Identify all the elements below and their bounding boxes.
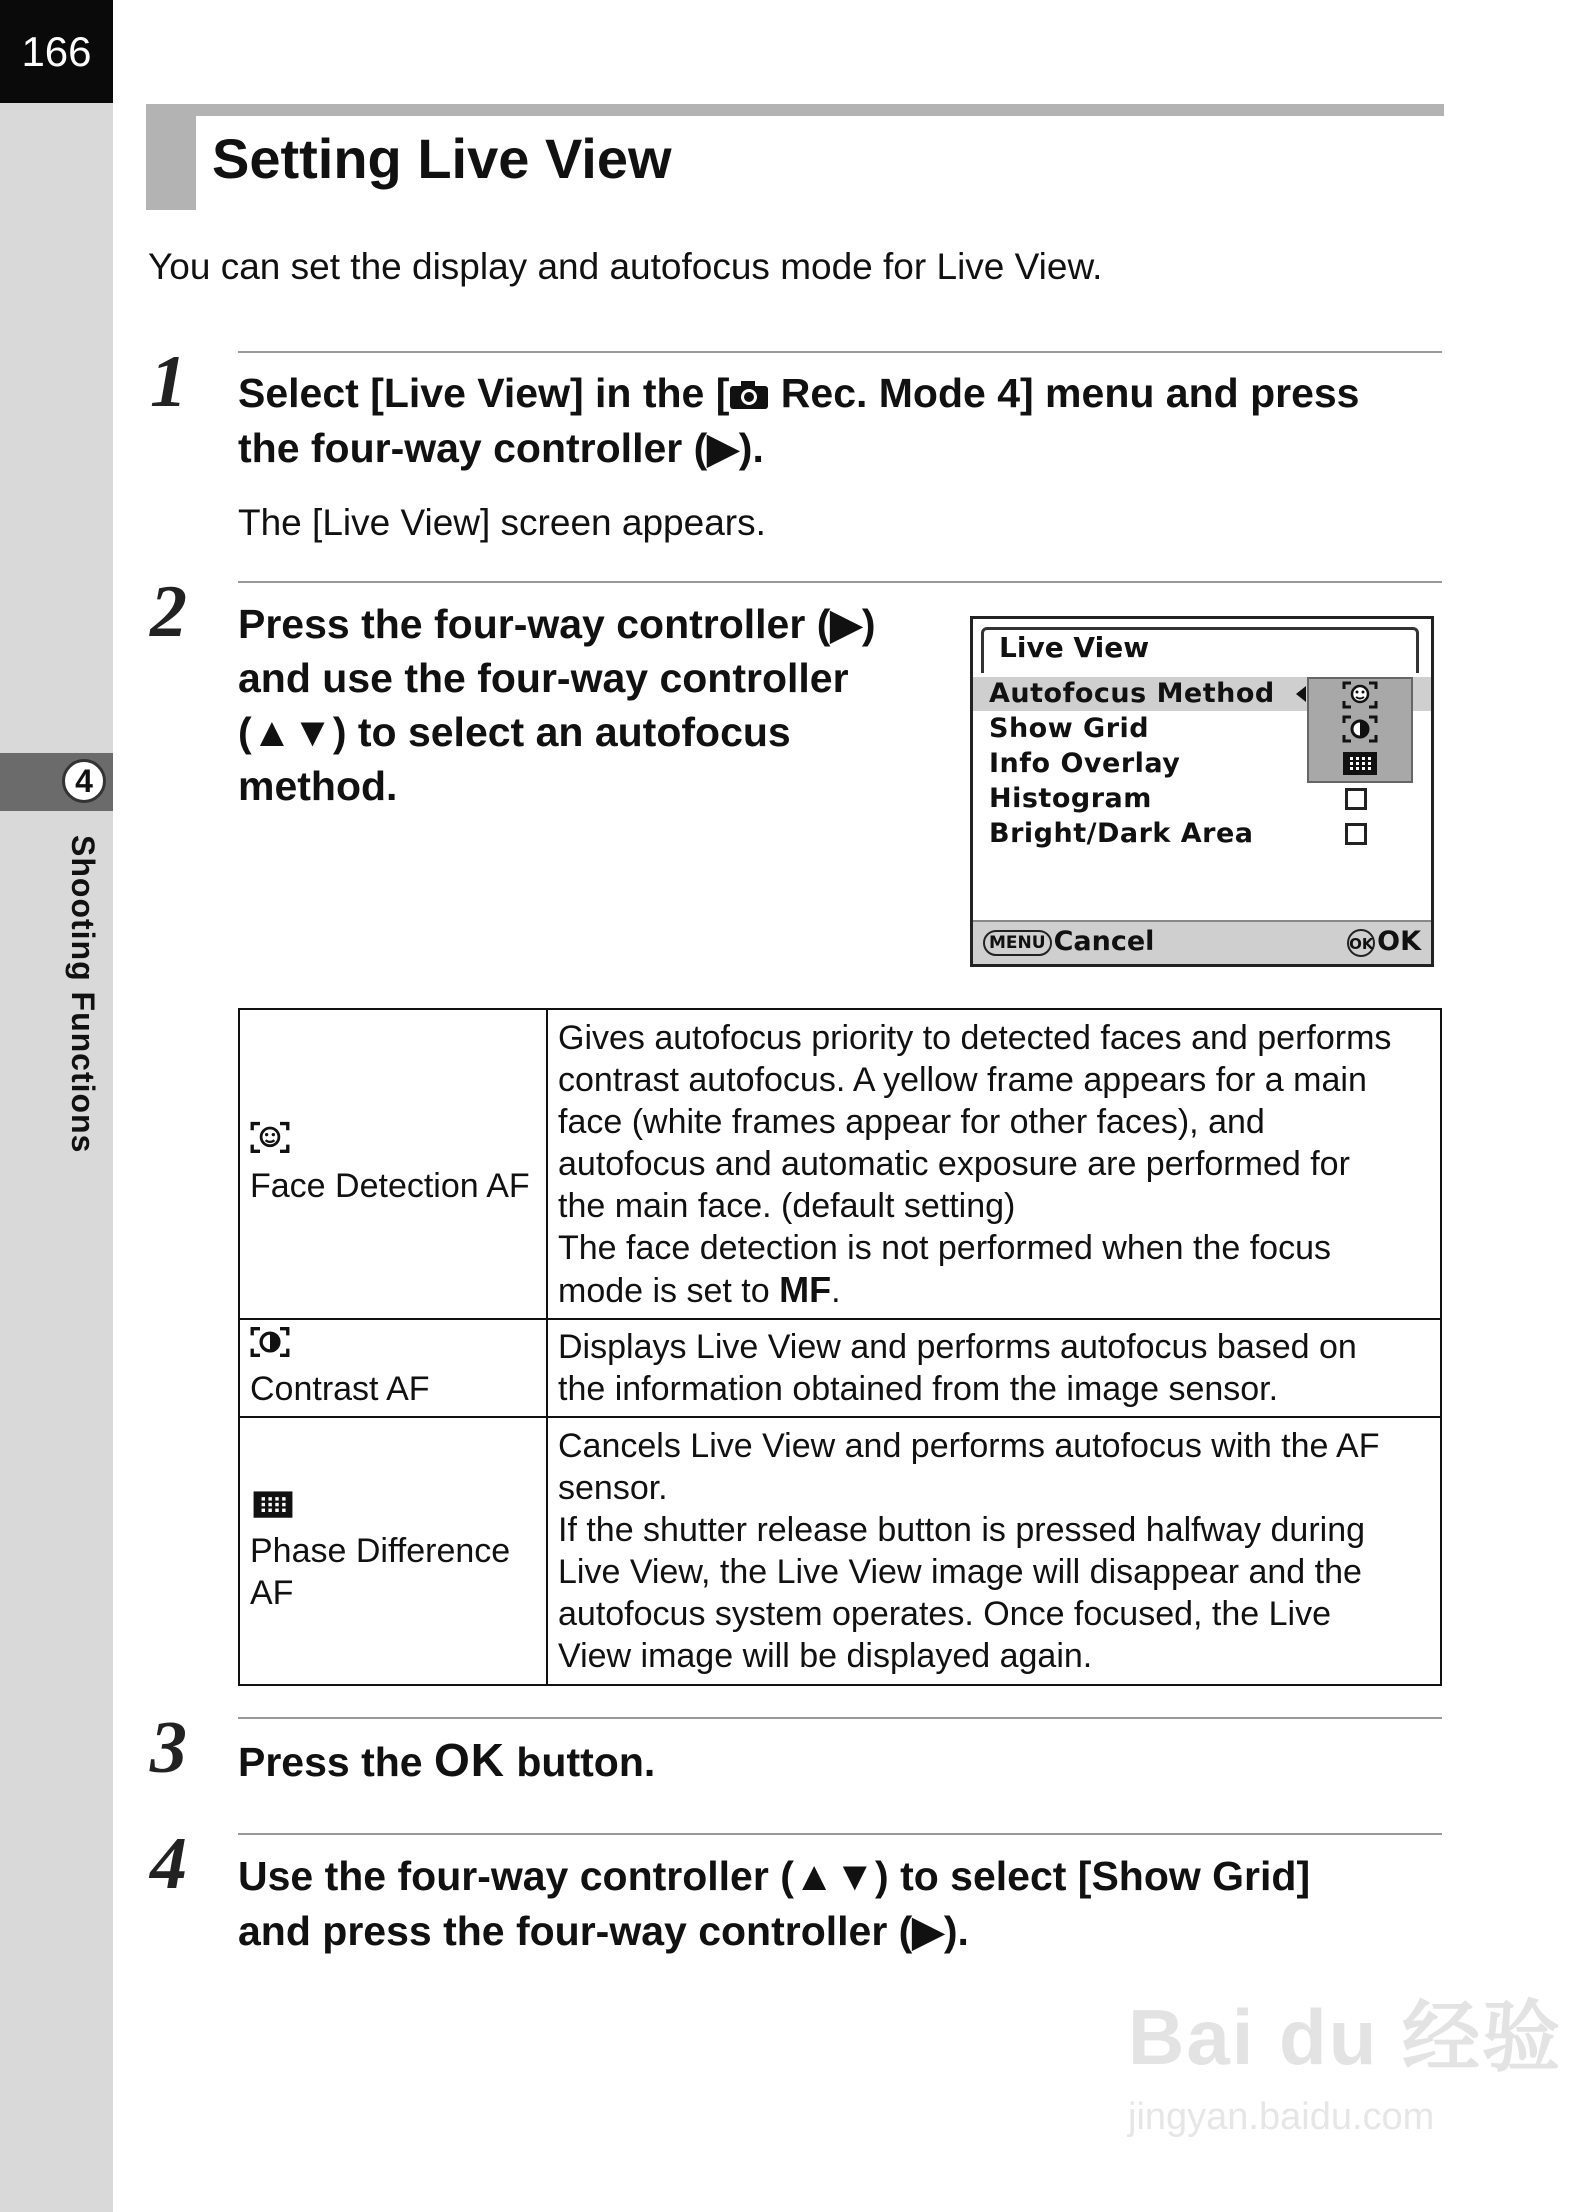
watermark-logo: Bai du 经验: [1128, 1993, 1563, 2081]
bright-dark-area-checkbox[interactable]: [1345, 823, 1367, 845]
step-number: 2: [150, 571, 187, 653]
step-divider: [238, 1717, 1442, 1719]
step-2-text: Press the four-way controller (▶) and use the four-way controller (▲▼) to select an autofocus method.: [238, 601, 876, 809]
screen-footer: [973, 920, 1431, 964]
contrast-af-icon: [250, 1326, 290, 1358]
menu-item-show-grid[interactable]: Show Grid: [989, 713, 1150, 744]
menu-item-autofocus-method[interactable]: Autofocus Method: [989, 678, 1275, 709]
ok-key: OK: [1347, 929, 1375, 957]
step-number: 1: [150, 341, 187, 423]
intro-text: You can set the display and autofocus mode for Live View.: [148, 246, 1103, 287]
menu-item-histogram[interactable]: Histogram: [989, 783, 1152, 814]
menu-item-info-overlay[interactable]: Info Overlay: [989, 748, 1181, 779]
face-detection-af-icon: [250, 1121, 290, 1155]
phase-difference-af-icon: [250, 1488, 296, 1520]
mode-cell: [239, 1009, 547, 1319]
mode-name: Face Detection AF: [250, 1167, 530, 1205]
mode-description: Gives autofocus priority to detected faces and performs contrast autofocus. A yellow frame appears for a main face (white frames appear for other faces), and autofocus and automatic exposure are performed for the main face. (default setting) The face detection is not performed when the focus mode is set to MF.: [547, 1009, 1441, 1319]
step-number: 3: [150, 1707, 187, 1789]
screen-title: Live View: [999, 631, 1150, 664]
table-row: [239, 1417, 1441, 1685]
cancel-control[interactable]: MENU Cancel: [983, 926, 1154, 957]
ok-control[interactable]: OK OK: [1349, 926, 1421, 957]
step-divider: [238, 581, 1442, 583]
step-divider: [238, 351, 1442, 353]
ok-button-glyph: OK: [434, 1734, 505, 1786]
menu-key: MENU: [983, 930, 1052, 956]
title-rule: [146, 104, 1444, 116]
left-arrow-icon: [1295, 685, 1307, 703]
table-row: [239, 1009, 1441, 1319]
title-marker: [146, 104, 196, 210]
mode-name: Contrast AF: [250, 1370, 430, 1408]
page-number: 166: [0, 0, 113, 103]
page-title: Setting Live View: [212, 127, 672, 190]
step-1-result: The [Live View] screen appears.: [238, 502, 766, 543]
af-mode-table: [238, 1008, 1442, 1686]
chapter-number: 4: [62, 759, 106, 803]
mode-name: Phase Difference AF: [250, 1532, 511, 1612]
step-1-text: Select [Live View] in the [ Rec. Mode 4] menu and press the four-way controller (▶).: [238, 370, 1360, 471]
mode-description: Cancels Live View and performs autofocus with the AF sensor. If the shutter release button is pressed halfway during Live View, the Live View image will disappear and the autofocus system operates. Once focused, the Live View image will be displayed again.: [547, 1417, 1441, 1685]
camera-screen: [970, 616, 1434, 967]
mode-description: Displays Live View and performs autofocus based on the information obtained from the image sensor.: [547, 1319, 1441, 1417]
step-divider: [238, 1833, 1442, 1835]
watermark-url: jingyan.baidu.com: [1128, 2096, 1435, 2138]
chapter-title: Shooting Functions: [65, 835, 101, 1154]
face-detection-af-icon: [1342, 681, 1378, 709]
phase-difference-af-icon: [1342, 749, 1378, 777]
mode-cell: [239, 1319, 547, 1417]
step-4-text: Use the four-way controller (▲▼) to select [Show Grid] and press the four-way controller (▶).: [238, 1853, 1311, 1954]
camera-icon: [729, 380, 769, 410]
menu-item-bright-dark-area[interactable]: Bright/Dark Area: [989, 818, 1254, 849]
step-3-text: Press the OK button.: [238, 1734, 656, 1786]
contrast-af-icon: [1342, 715, 1378, 743]
af-method-popup[interactable]: [1307, 677, 1413, 783]
mf-label: MF: [779, 1268, 832, 1310]
step-number: 4: [150, 1823, 187, 1905]
mode-cell: [239, 1417, 547, 1685]
table-row: [239, 1319, 1441, 1417]
histogram-checkbox[interactable]: [1345, 788, 1367, 810]
